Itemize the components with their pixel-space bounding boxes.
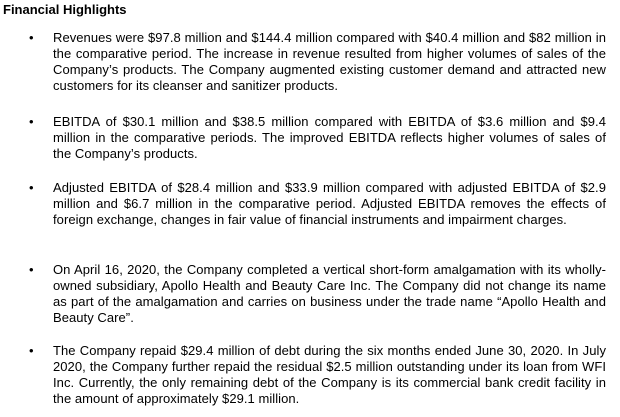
bullet-text-amalgamation: On April 16, 2020, the Company completed a vertical short-form amalgamation with its wholly-owned subsidiary, Apollo Health and Beauty Care Inc. The Company did not change its name as part of the amalgamation and carries on business under the trade name “Apollo Health and Beauty Care”. bbox=[53, 262, 606, 325]
bullet-icon: • bbox=[29, 30, 34, 45]
bullet-text-adjusted-ebitda: Adjusted EBITDA of $28.4 million and $33.9 million compared with adjusted EBITDA of $2.9 million and $6.7 million in the comparative period. Adjusted EBITDA removes the effects of foreign exchange, changes in fair value of financial instruments and impairment charges. bbox=[53, 180, 606, 227]
bullet-icon: • bbox=[29, 180, 34, 195]
bullet-icon: • bbox=[29, 114, 34, 129]
bullet-text-ebitda: EBITDA of $30.1 million and $38.5 million compared with EBITDA of $3.6 million and $9.4 million in the comparative periods. The improved EBITDA reflects higher volumes of sales of the Company’s products. bbox=[53, 114, 606, 161]
bullet-text-revenues: Revenues were $97.8 million and $144.4 million compared with $40.4 million and $82 million in the comparative period. The increase in revenue resulted from higher volumes of sales of the Company’s products. The Company augmented existing customer demand and attracted new customers for its cleanser and sanitizer products. bbox=[53, 30, 606, 93]
bullet-icon: • bbox=[29, 262, 34, 277]
bullet-text-debt-repayment: The Company repaid $29.4 million of debt during the six months ended June 30, 2020. In July 2020, the Company further repaid the residual $2.5 million outstanding under its loan from WFI Inc. Currently, the only remaining debt of the Company is its commercial bank credit facility in the amount of approximately $29.1 million. bbox=[53, 343, 606, 406]
section-heading: Financial Highlights bbox=[3, 2, 127, 17]
bullet-icon: • bbox=[29, 343, 34, 358]
